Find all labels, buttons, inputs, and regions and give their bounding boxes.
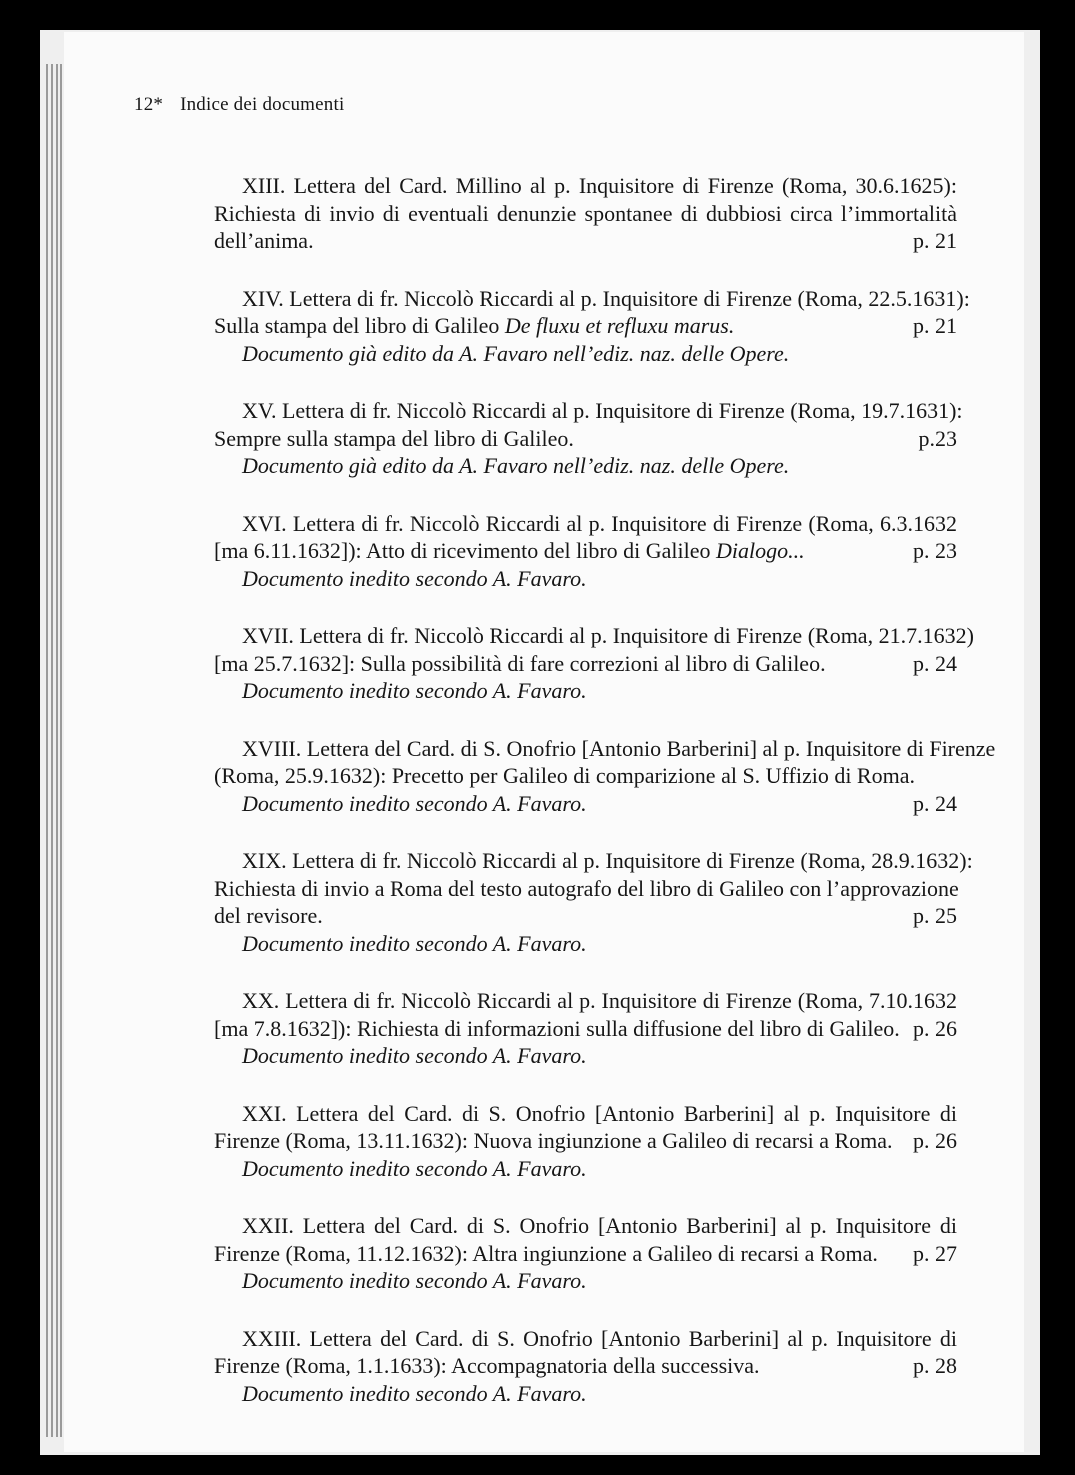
entry-note: Documento inedito secondo A. Favaro. xyxy=(242,1043,587,1068)
page-edge xyxy=(56,64,58,1437)
index-entry xyxy=(214,285,970,368)
entry-text: del revisore. xyxy=(214,903,323,928)
entry-text: [ma 7.8.1632]): Richiesta di informazioni sulla diffusione del libro di Galileo. xyxy=(214,1015,900,1041)
index-entry xyxy=(214,622,974,705)
entry-note: Documento già edito da A. Favaro nell’ediz. naz. delle Opere. xyxy=(242,340,790,366)
index-entry xyxy=(214,1212,957,1295)
entry-last-line xyxy=(214,650,957,678)
document-page xyxy=(64,32,1024,1452)
index-entry xyxy=(214,987,957,1070)
entry-text-line: XV. Lettera di fr. Niccolò Riccardi al p. Inquisitore di Firenze (Roma, 19.7.1631): xyxy=(242,398,963,423)
page-reference: p. 24 xyxy=(913,650,957,676)
work-title: De fluxu et refluxu marus. xyxy=(504,313,735,338)
entry-text-line: XIII. Lettera del Card. Millino al p. Inquisitore di Firenze (Roma, 30.6.1625): xyxy=(242,173,957,198)
entry-last-line xyxy=(214,902,957,930)
page-reference: p. 21 xyxy=(913,313,957,338)
entry-text-line: XX. Lettera di fr. Niccolò Riccardi al p. Inquisitore di Firenze (Roma, 7.10.1632 xyxy=(242,988,957,1013)
entry-text: Firenze (Roma, 1.1.1633): Accompagnatoria della successiva. xyxy=(214,1353,760,1378)
page-edge xyxy=(46,64,48,1437)
entry-last-line xyxy=(214,1352,957,1380)
entry-last-line xyxy=(214,425,957,453)
index-entry xyxy=(214,510,957,593)
entry-text-line: Richiesta di invio di eventuali denunzie spontanee di dubbiosi circa l’immortalità xyxy=(214,200,957,226)
entry-last-line xyxy=(214,537,957,565)
entry-text: Sempre sulla stampa del libro di Galileo. xyxy=(214,425,574,451)
entry-text-line: XVIII. Lettera del Card. di S. Onofrio [Antonio Barberini] al p. Inquisitore di Firenze xyxy=(242,735,996,761)
index-entry xyxy=(214,1100,957,1183)
entry-text-line: XXII. Lettera del Card. di S. Onofrio [Antonio Barberini] al p. Inquisitore di xyxy=(242,1213,957,1238)
index-entry xyxy=(214,397,963,480)
page-edge xyxy=(60,64,62,1437)
entry-text: Firenze (Roma, 11.12.1632): Altra ingiunzione a Galileo di recarsi a Roma. xyxy=(214,1240,878,1266)
entry-text-line: XXI. Lettera del Card. di S. Onofrio [Antonio Barberini] al p. Inquisitore di xyxy=(242,1100,957,1126)
page-reference: p. 25 xyxy=(913,903,957,928)
entry-note: Documento inedito secondo A. Favaro. xyxy=(242,565,587,591)
entry-note: Documento inedito secondo A. Favaro. xyxy=(242,1380,587,1406)
entry-text-line: XIV. Lettera di fr. Niccolò Riccardi al p. Inquisitore di Firenze (Roma, 22.5.1631): xyxy=(242,285,970,311)
index-entry xyxy=(214,1325,957,1408)
entry-last-line xyxy=(214,1015,957,1043)
entry-note: Documento inedito secondo A. Favaro. xyxy=(242,930,587,956)
entry-text-line: XVI. Lettera di fr. Niccolò Riccardi al p. Inquisitore di Firenze (Roma, 6.3.1632 xyxy=(242,510,957,536)
entry-text-line: XIX. Lettera di fr. Niccolò Riccardi al p. Inquisitore di Firenze (Roma, 28.9.1632): xyxy=(242,848,973,873)
index-entry xyxy=(214,847,973,957)
entry-text: [ma 25.7.1632]: Sulla possibilità di fare correzioni al libro di Galileo. xyxy=(214,650,826,676)
work-title: Dialogo... xyxy=(716,538,805,563)
page-edge xyxy=(51,64,53,1437)
entry-last-line xyxy=(214,1240,957,1268)
page-reference: p. 28 xyxy=(913,1353,957,1378)
entry-note: Documento già edito da A. Favaro nell’ediz. naz. delle Opere. xyxy=(242,453,790,478)
page-reference: p. 27 xyxy=(913,1240,957,1266)
page-reference: p.23 xyxy=(918,425,957,451)
entry-last-line xyxy=(214,1127,957,1155)
entry-text-line: Richiesta di invio a Roma del testo autografo del libro di Galileo con l’approvazione xyxy=(214,875,959,901)
running-title: Indice dei documenti xyxy=(180,94,345,115)
entry-text: (Roma, 25.9.1632): Precetto per Galileo di comparizione al S. Uffizio di Roma. xyxy=(214,763,915,788)
page-reference: p. 26 xyxy=(913,1128,957,1153)
entry-text-line: XVII. Lettera di fr. Niccolò Riccardi al p. Inquisitore di Firenze (Roma, 21.7.1632) xyxy=(242,623,974,648)
entry-note: Documento inedito secondo A. Favaro. xyxy=(242,1268,587,1293)
document-index-list xyxy=(214,172,996,1437)
page-reference: p. 26 xyxy=(913,1015,957,1041)
entry-text: Firenze (Roma, 13.11.1632): Nuova ingiunzione a Galileo di recarsi a Roma. xyxy=(214,1128,893,1153)
entry-last-line xyxy=(214,227,957,255)
entry-text: [ma 6.11.1632]): Atto di ricevimento del libro di Galileo xyxy=(214,538,717,563)
running-header xyxy=(134,94,344,116)
entry-text: dell’anima. xyxy=(214,228,314,253)
index-entry xyxy=(214,172,957,255)
entry-text: Sulla stampa del libro di Galileo xyxy=(214,313,505,338)
entry-last-line xyxy=(214,312,957,340)
entry-note: Documento inedito secondo A. Favaro. xyxy=(242,790,587,816)
entry-text-line: XXIII. Lettera del Card. di S. Onofrio [Antonio Barberini] al p. Inquisitore di xyxy=(242,1325,957,1351)
page-reference: p. 24 xyxy=(913,790,957,816)
page-reference: p. 21 xyxy=(913,228,957,253)
page-reference: p. 23 xyxy=(913,538,957,563)
entry-note: Documento inedito secondo A. Favaro. xyxy=(242,1155,587,1181)
index-entry xyxy=(214,735,996,818)
entry-note: Documento inedito secondo A. Favaro. xyxy=(242,678,587,703)
page-number: 12* xyxy=(134,94,164,115)
